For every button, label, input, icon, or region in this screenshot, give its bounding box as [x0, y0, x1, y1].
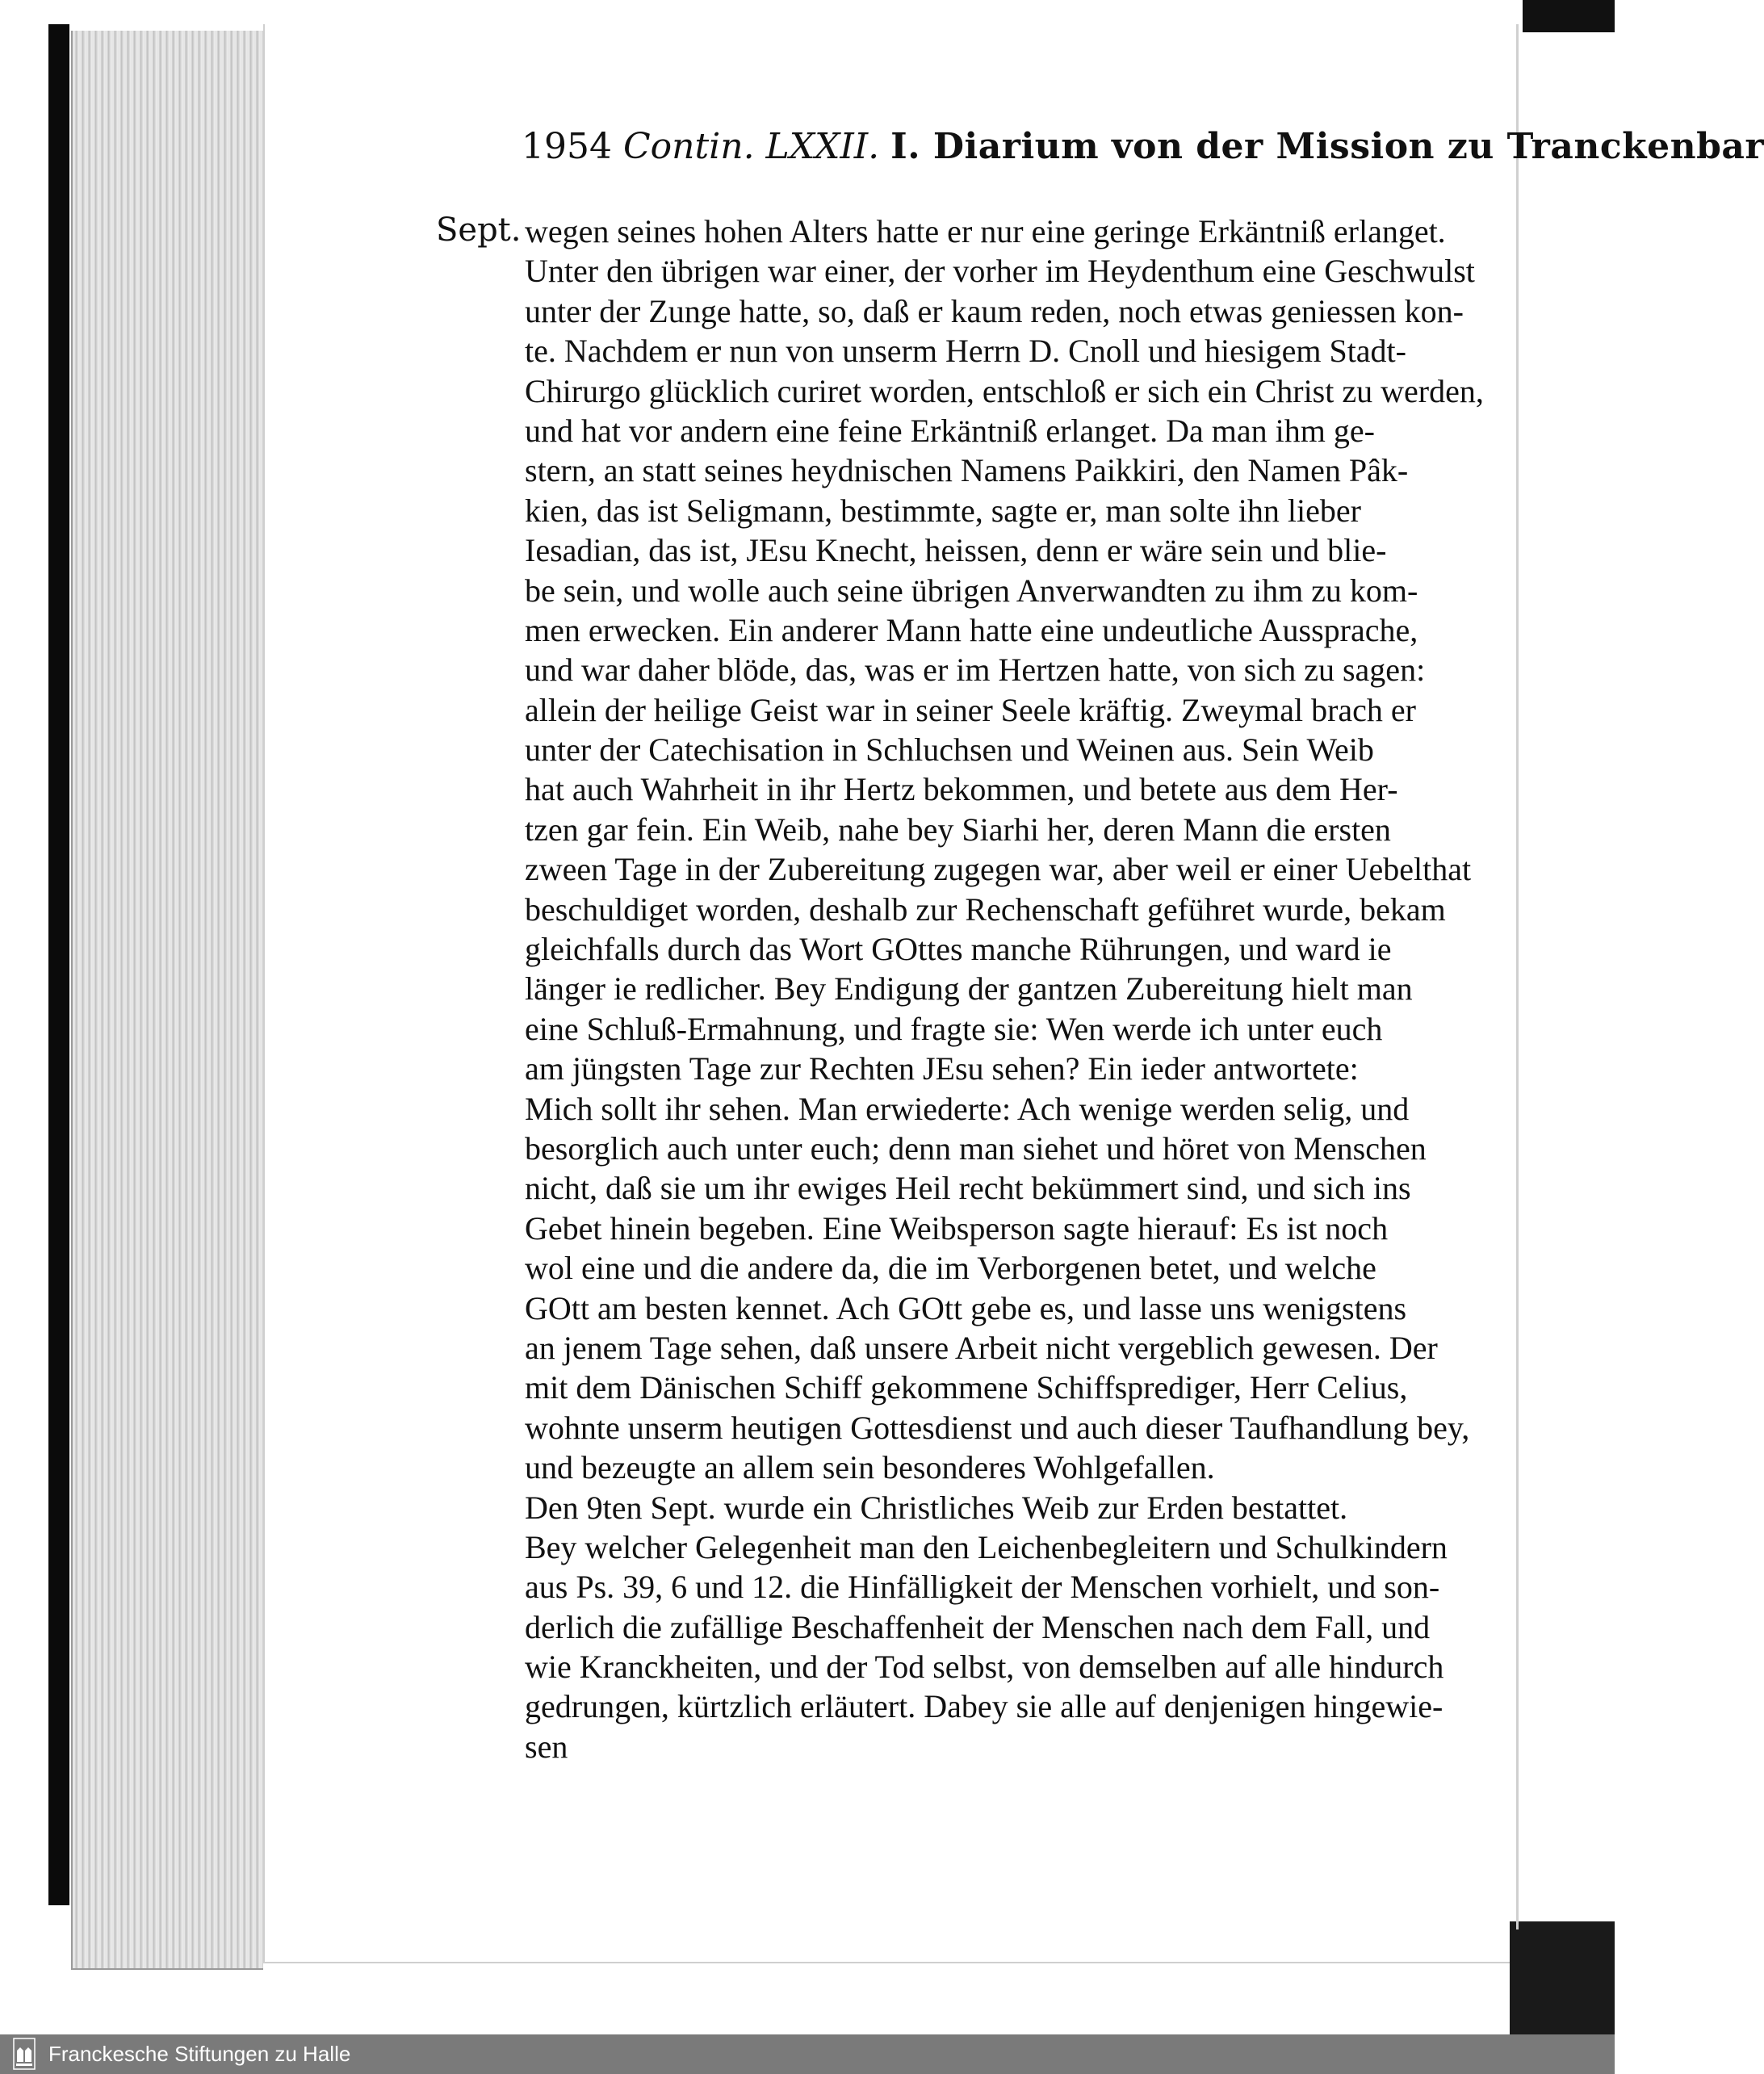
text-line: besorglich auch unter euch; denn man siehet und höret von Menschen	[525, 1129, 1427, 1167]
body-text	[525, 212, 1574, 1766]
margin-note: Sept.	[436, 212, 522, 249]
text-line: nicht, daß sie um ihr ewiges Heil recht bekümmert sind, und sich ins	[525, 1170, 1411, 1207]
text-line: wol eine und die andere da, die im Verborgenen betet, und welche	[525, 1250, 1376, 1287]
text-line: gedrungen, kürtzlich erläutert. Dabey sie alle auf denjenigen hingewie-	[525, 1688, 1443, 1725]
text-line: und hat vor andern eine feine Erkäntniß erlanget. Da man ihm ge-	[525, 412, 1375, 449]
text-line: tzen gar fein. Ein Weib, nahe bey Siarhi her, deren Mann die ersten	[525, 811, 1391, 848]
page-edges	[71, 31, 263, 1970]
text-line: Unter den übrigen war einer, der vorher im Heydenthum eine Geschwulst	[525, 253, 1475, 290]
text-line: unter der Catechisation in Schluchsen und Weinen aus. Sein Weib	[525, 731, 1374, 769]
text-line: an jenem Tage sehen, daß unsere Arbeit nicht vergeblich gewesen. Der	[525, 1329, 1438, 1366]
contin-label: Contin. LXXII.	[622, 126, 880, 167]
text-line: sen	[525, 1728, 568, 1765]
text-line: und war daher blöde, das, was er im Hertzen hatte, von sich zu sagen:	[525, 652, 1426, 689]
scan-border-bottom-right	[1510, 1921, 1615, 2034]
institution-logo-icon	[13, 2038, 36, 2070]
text-line: stern, an statt seines heydnischen Namens Paikkiri, den Namen Pâk-	[525, 452, 1409, 489]
text-line: te. Nachdem er nun von unserm Herrn D. Cnoll und hiesigem Stadt-	[525, 333, 1406, 370]
text-line: Bey welcher Gelegenheit man den Leichenbegleitern und Schulkindern	[525, 1528, 1448, 1565]
text-line: gleichfalls durch das Wort GOttes manche Rührungen, und ward ie	[525, 931, 1392, 968]
text-line: men erwecken. Ein anderer Mann hatte eine undeutliche Aussprache,	[525, 611, 1418, 648]
text-line: am jüngsten Tage zur Rechten JEsu sehen? Ein ieder antwortete:	[525, 1050, 1359, 1087]
text-line: be sein, und wolle auch seine übrigen Anverwandten zu ihm zu kom-	[525, 572, 1418, 609]
text-line: Gebet hinein begeben. Eine Weibsperson sagte hierauf: Es ist noch	[525, 1209, 1389, 1246]
text-line: unter der Zunge hatte, so, daß er kaum reden, noch etwas geniessen kon-	[525, 292, 1464, 329]
text-line: wegen seines hohen Alters hatte er nur eine geringe Erkäntniß erlanget.	[525, 213, 1446, 249]
text-line: derlich die zufällige Beschaffenheit der Menschen nach dem Fall, und	[525, 1608, 1431, 1645]
text-line: eine Schluß-Ermahnung, und fragte sie: Wen werde ich unter euch	[525, 1010, 1383, 1047]
text-line: Iesadian, das ist, JEsu Knecht, heissen, denn er wäre sein und blie-	[525, 532, 1387, 569]
section-title: I. Diarium von der Mission zu Tranckenbar	[890, 126, 1764, 167]
text-line: allein der heilige Geist war in seiner Seele kräftig. Zweymal brach er	[525, 691, 1416, 728]
text-line: aus Ps. 39, 6 und 12. die Hinfälligkeit der Menschen vorhielt, und son-	[525, 1569, 1440, 1606]
scan-border-top-right	[1523, 0, 1615, 32]
running-head	[522, 126, 1764, 167]
footer-bar	[0, 2034, 1615, 2074]
text-line: mit dem Dänischen Schiff gekommene Schiffsprediger, Herr Celius,	[525, 1369, 1408, 1406]
text-line: hat auch Wahrheit in ihr Hertz bekommen, und betete aus dem Her-	[525, 771, 1398, 808]
text-line: Den 9ten Sept. wurde ein Christliches Weib zur Erden bestattet.	[525, 1489, 1348, 1526]
text-line: Chirurgo glücklich curiret worden, entschloß er sich ein Christ zu werden,	[525, 372, 1484, 409]
text-line: länger ie redlicher. Bey Endigung der gantzen Zubereitung hielt man	[525, 970, 1413, 1008]
text-line: Mich sollt ihr sehen. Man erwiederte: Ach wenige werden selig, und	[525, 1090, 1410, 1127]
text-line: zween Tage in der Zubereitung zugegen war, aber weil er einer Uebelthat	[525, 851, 1472, 888]
book-spine-shadow	[48, 24, 69, 1905]
text-line: GOtt am besten kennet. Ach GOtt gebe es, und lasse uns wenigstens	[525, 1289, 1407, 1326]
text-line: und bezeugte an allem sein besonderes Wohlgefallen.	[525, 1449, 1215, 1486]
text-line: wohnte unserm heutigen Gottesdienst und auch dieser Taufhandlung bey,	[525, 1409, 1470, 1446]
footer-institution: Franckesche Stiftungen zu Halle	[48, 2042, 351, 2066]
text-line: kien, das ist Seligmann, bestimmte, sagte er, man solte ihn lieber	[525, 492, 1361, 529]
text-line: wie Kranckheiten, und der Tod selbst, von demselben auf alle hindurch	[525, 1649, 1444, 1686]
page-number: 1954	[522, 126, 612, 167]
text-line: beschuldiget worden, deshalb zur Rechenschaft geführet wurde, bekam	[525, 890, 1446, 928]
